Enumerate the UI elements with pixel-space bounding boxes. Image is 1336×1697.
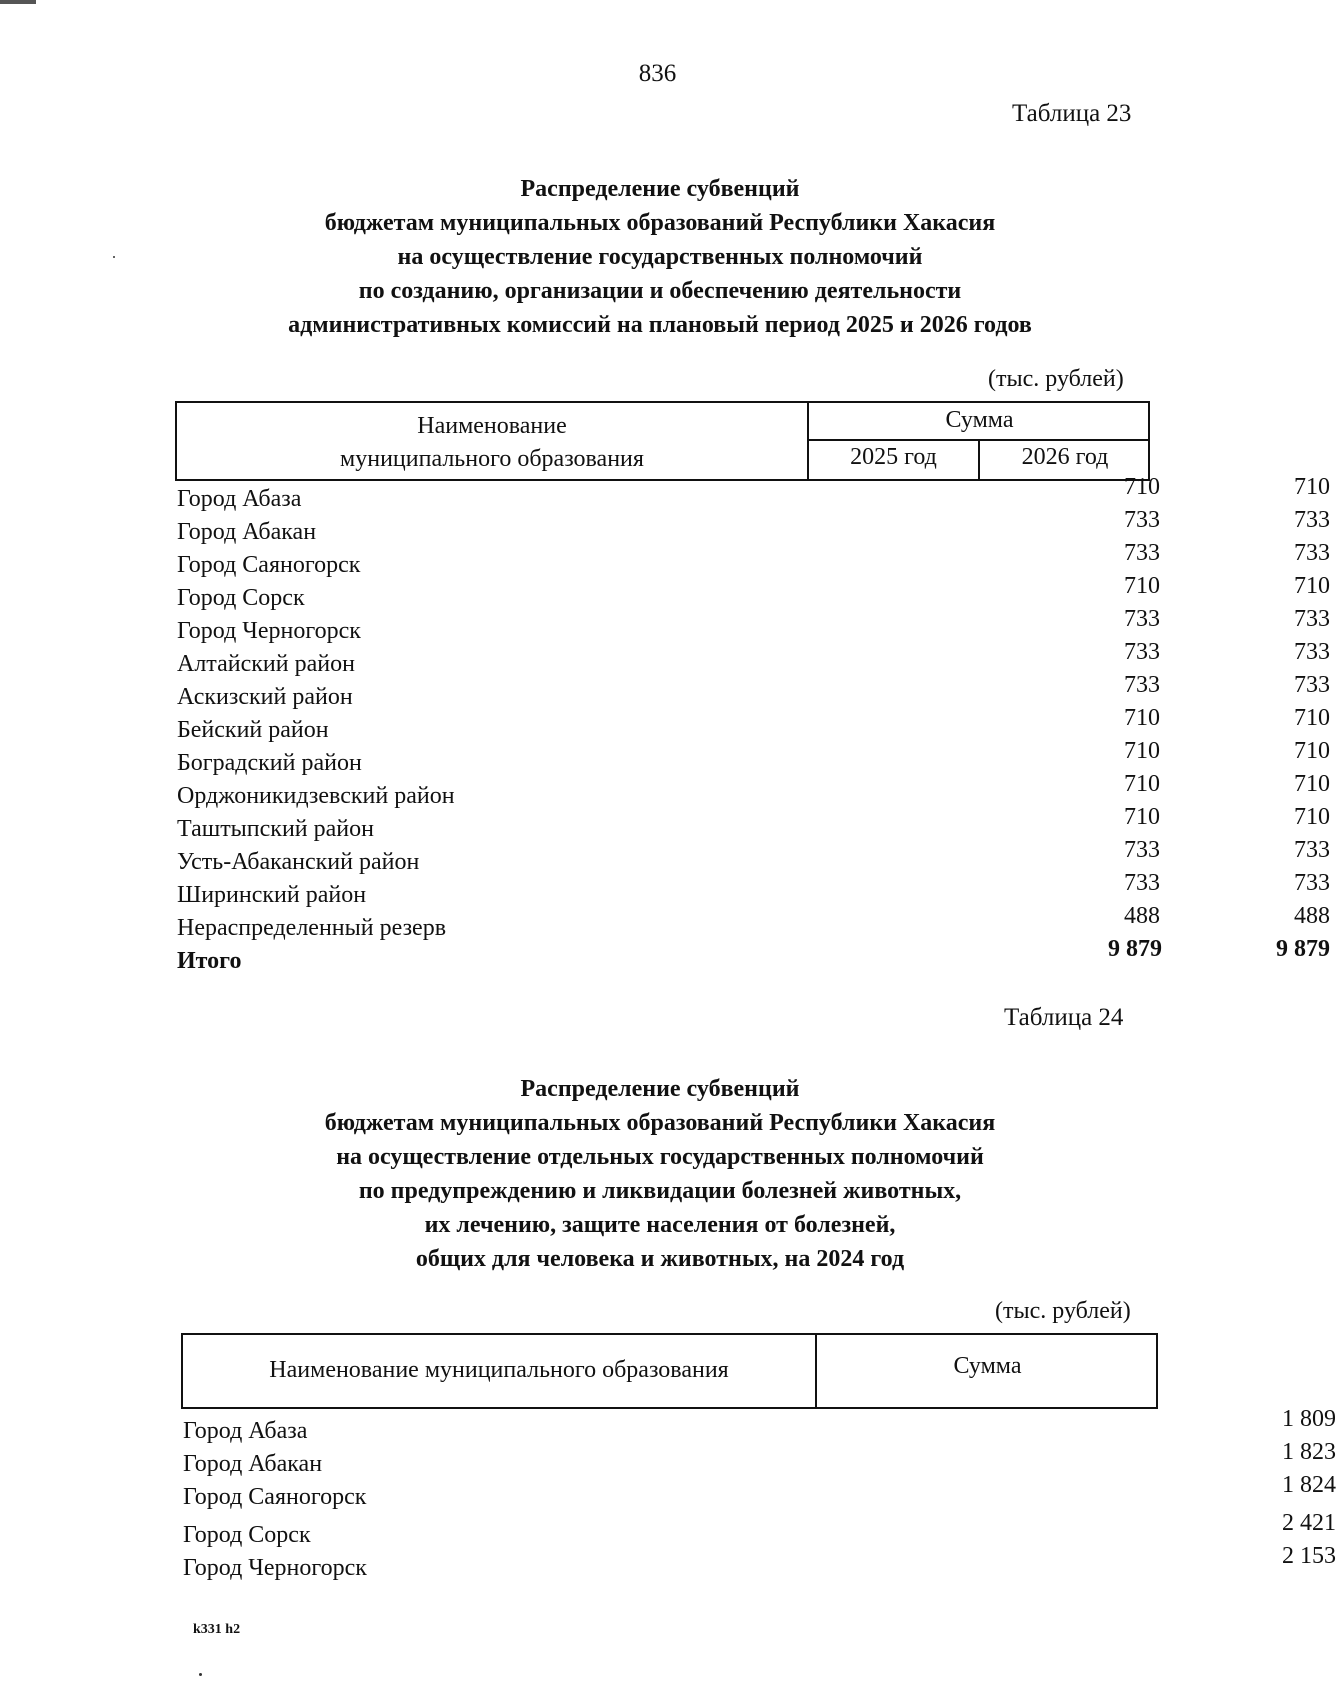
row-name: Аскизский район [177,684,353,710]
row-name: Город Абакан [177,519,317,545]
row-value-2026: 488 [1294,903,1330,929]
table-23-title-line: административных комиссий на плановый период 2025 и 2026 годов [288,312,1032,338]
row-name: Орджоникидзевский район [177,783,455,809]
table-23-title-line: на осуществление государственных полномочий [397,244,923,270]
row-value-2025: 710 [1124,705,1160,731]
table-24-title-line: по предупреждению и ликвидации болезней животных, [358,1178,962,1204]
row-value-2025: 710 [1124,573,1160,599]
table-23-title-line: по созданию, организации и обеспечению деятельности [358,278,962,304]
row-name: Город Абакан [183,1451,323,1477]
table-24-title-line: Распределение субвенций [520,1076,800,1102]
header-year-2025: 2025 год [850,444,937,470]
table-23-title-line: Распределение субвенций [520,176,800,202]
row-value: 2 153 [1282,1543,1336,1569]
header-year-2026: 2026 год [1021,444,1109,470]
scan-edge-mark [0,0,36,4]
row-name: Город Черногорск [183,1555,367,1581]
table-23-label: Таблица 23 [1012,100,1132,127]
footer-code: k331 h2 [193,1622,241,1637]
row-name: Таштыпский район [177,816,374,842]
row-value-2025: 733 [1124,540,1160,566]
table-23-title-line: бюджетам муниципальных образований Республики Хакасия [324,210,996,236]
header-sum: Сумма [945,407,1014,433]
row-value-2025: 710 [1124,804,1160,830]
row-value-2026: 733 [1294,606,1330,632]
row-name: Город Абаза [183,1418,308,1444]
row-value: 1 824 [1282,1472,1336,1498]
row-name: Ширинский район [177,882,367,908]
row-name: Город Сорск [177,585,305,611]
row-value-2025: 733 [1124,870,1160,896]
row-value-2025: 733 [1124,837,1160,863]
total-label: Итого [177,948,242,974]
row-name: Город Саяногорск [177,552,361,578]
row-value-2026: 710 [1294,573,1330,599]
row-value-2026: 710 [1294,474,1330,500]
header-sum: Сумма [953,1353,1022,1379]
row-value: 2 421 [1282,1510,1336,1536]
row-value-2025: 488 [1124,903,1160,929]
row-value-2026: 710 [1294,738,1330,764]
row-name: Город Абаза [177,486,302,512]
row-name: Город Саяногорск [183,1484,367,1510]
row-value-2025: 733 [1124,606,1160,632]
table-row [183,1543,1336,1588]
header-name-line1: Наименование [417,413,567,439]
total-value-2025: 9 879 [1108,936,1162,962]
row-name: Город Сорск [183,1522,311,1548]
row-value: 1 823 [1282,1439,1336,1465]
scan-speck [113,256,115,258]
table-24-label: Таблица 24 [1004,1004,1124,1031]
row-value-2025: 733 [1124,639,1160,665]
row-value-2026: 733 [1294,639,1330,665]
table-24-title-line: бюджетам муниципальных образований Республики Хакасия [324,1110,996,1136]
row-value-2026: 710 [1294,705,1330,731]
row-value-2026: 733 [1294,870,1330,896]
row-value-2025: 710 [1124,738,1160,764]
table-24-unit: (тыс. рублей) [995,1298,1131,1324]
row-name: Алтайский район [177,651,355,677]
scan-speck [199,1673,202,1676]
row-value-2026: 733 [1294,507,1330,533]
page-number: 836 [638,60,677,87]
total-value-2026: 9 879 [1276,936,1330,962]
row-name: Усть-Абаканский район [177,849,420,875]
row-value-2025: 710 [1124,771,1160,797]
row-value-2025: 710 [1124,474,1160,500]
row-value-2026: 710 [1294,804,1330,830]
header-name: Наименование муниципального образования [269,1357,729,1383]
row-value-2025: 733 [1124,507,1160,533]
row-value-2026: 733 [1294,540,1330,566]
row-value: 1 809 [1282,1406,1336,1432]
header-name-line2: муниципального образования [340,446,644,472]
row-value-2026: 733 [1294,837,1330,863]
row-value-2025: 733 [1124,672,1160,698]
table-23-unit: (тыс. рублей) [988,366,1124,392]
row-name: Бейский район [177,717,329,743]
row-name: Нераспределенный резерв [177,915,447,941]
row-value-2026: 733 [1294,672,1330,698]
row-name: Город Черногорск [177,618,361,644]
table-24-title-line: их лечению, защите населения от болезней, [424,1212,896,1238]
table-24-title-line: на осуществление отдельных государственных полномочий [336,1144,984,1170]
table-24-title-line: общих для человека и животных, на 2024 год [415,1246,905,1272]
row-name: Боградский район [177,750,362,776]
row-value-2026: 710 [1294,771,1330,797]
